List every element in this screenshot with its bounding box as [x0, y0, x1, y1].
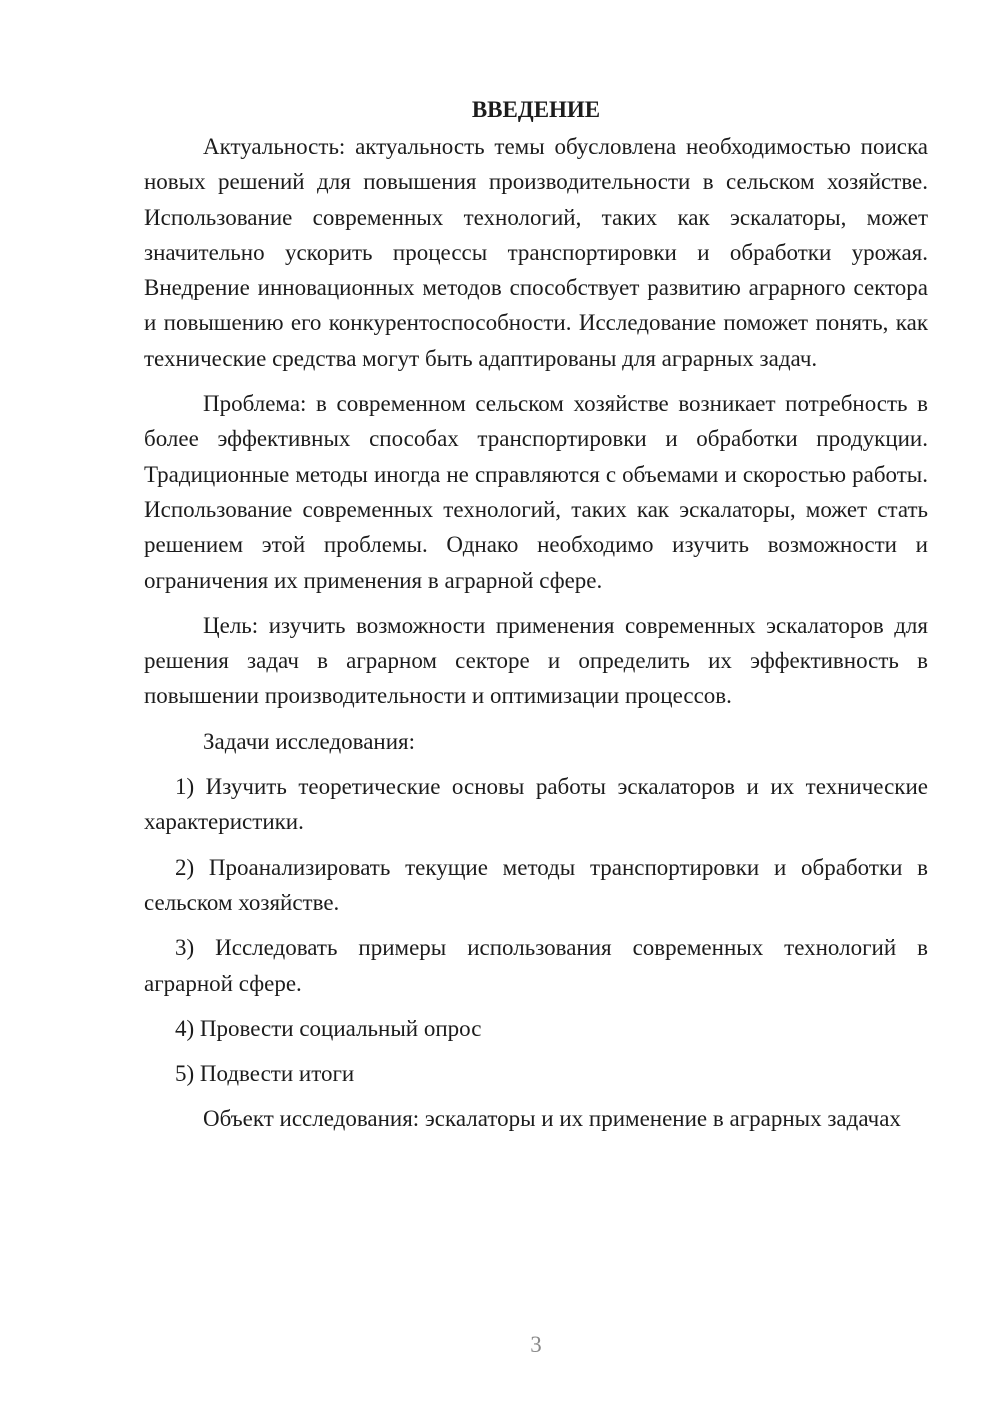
object-paragraph: Объект исследования: эскалаторы и их применение в аграрных задачах [203, 1106, 901, 1132]
relevance-paragraph: Актуальность: актуальность темы обусловлена необходимостью поиска новых решений для повышения производительности в сельском хозяйстве. Использование современных технологий, таких как эскалаторы, может значительно ускорить процессы транспортировки и обработки урожая. Внедрение инновационных методов способствует развитию аграрного сектора и повышению его конкурентоспособности. Исследование поможет понять, как технические средства могут быть адаптированы для аграрных задач. [144, 134, 928, 371]
tasks-heading: Задачи исследования: [203, 728, 416, 754]
task-item-4: 4) Провести социальный опрос [175, 1015, 482, 1041]
task-item-2: 2) Проанализировать текущие методы транспортировки и обработки в сельском хозяйстве. [144, 854, 928, 915]
page-number: 3 [530, 1332, 542, 1357]
problem-paragraph: Проблема: в современном сельском хозяйстве возникает потребность в более эффективных способах транспортировки и обработки продукции. Традиционные методы иногда не справляются с объемами и скоростью работы. Использование современных технологий, таких как эскалаторы, может стать решением этой проблемы. Однако необходимо изучить возможности и ограничения их применения в аграрной сфере. [144, 391, 928, 593]
section-title: ВВЕДЕНИЕ [471, 97, 601, 122]
task-item-3: 3) Исследовать примеры использования современных технологий в аграрной сфере. [144, 935, 928, 996]
task-item-5: 5) Подвести итоги [175, 1061, 355, 1087]
goal-paragraph: Цель: изучить возможности применения современных эскалаторов для решения задач в аграрном секторе и определить их эффективность в повышении производительности и оптимизации процессов. [144, 612, 928, 709]
task-item-1: 1) Изучить теоретические основы работы эскалаторов и их технические характеристики. [144, 774, 928, 835]
page-content [144, 92, 928, 1147]
